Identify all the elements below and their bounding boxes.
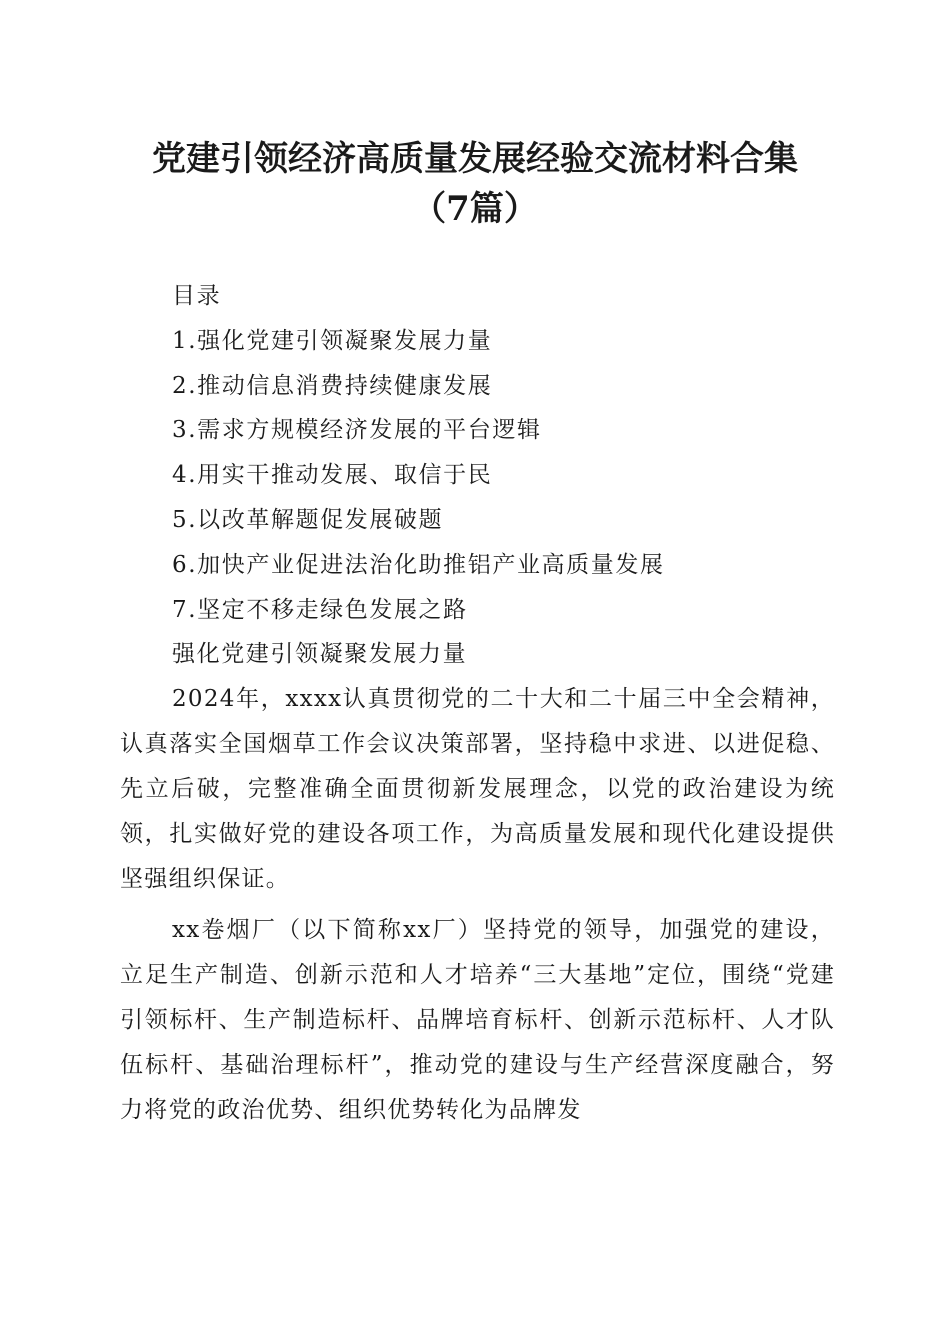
toc-item-2: 2.推动信息消费持续健康发展 [172,372,493,399]
toc-item-6: 6.加快产业促进法治化助推铝产业高质量发展 [172,551,665,578]
document-body [120,274,835,1133]
body-paragraph-1: 2024年，xxxx认真贯彻党的二十大和二十届三中全会精神，认真落实全国烟草工作会议决策部署，坚持稳中求进、以进促稳、先立后破，完整准确全面贯彻新发展理念，以党的政治建设为统领，扎实做好党的建设各项工作，为高质量发展和现代化建设提供坚强组织保证。 [120,686,835,893]
toc-heading: 目录 [172,283,222,309]
toc-item-4: 4.用实干推动发展、取信于民 [172,462,493,489]
toc-item-1: 1.强化党建引领凝聚发展力量 [172,327,493,354]
toc-item-3: 3.需求方规模经济发展的平台逻辑 [172,417,542,444]
title-line-main: 党建引领经济高质量发展经验交流材料合集 [152,139,798,179]
section-heading: 强化党建引领凝聚发展力量 [172,641,468,668]
body-paragraph-2: xx卷烟厂（以下简称xx厂）坚持党的领导，加强党的建设，立足生产制造、创新示范和人才培养“三大基地”定位，围绕“党建引领标杆、生产制造标杆、品牌培育标杆、创新示范标杆、人才队伍标杆、基础治理标杆”，推动党的建设与生产经营深度融合，努力将党的政治优势、组织优势转化为品牌发 [120,917,835,1124]
toc-item-5: 5.以改革解题促发展破题 [172,506,444,533]
title-line-count: （7篇） [412,189,538,229]
toc-item-7: 7.坚定不移走绿色发展之路 [172,596,468,623]
document-title [0,134,950,234]
